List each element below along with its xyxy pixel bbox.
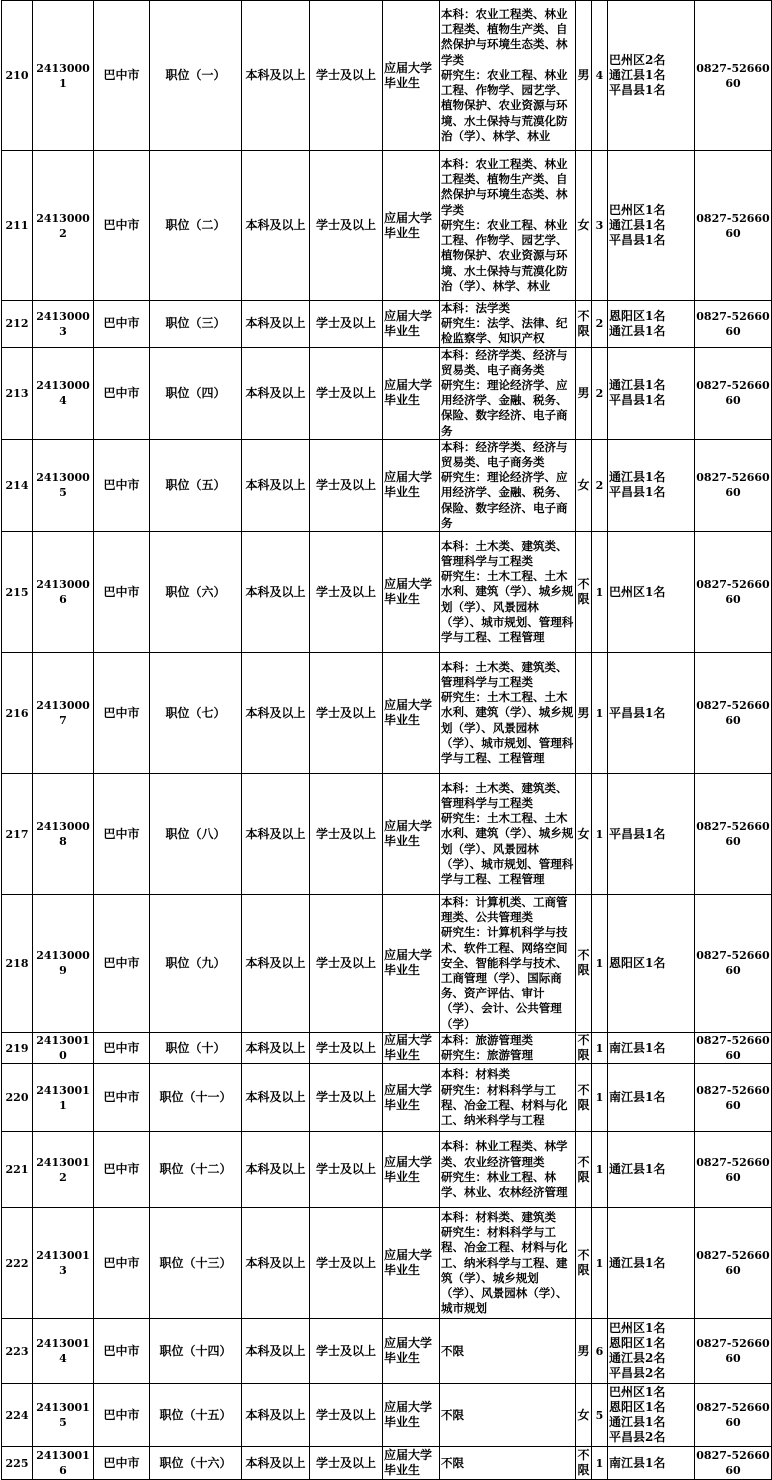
major-cell: 不限 — [440, 1319, 576, 1384]
degree-cell: 学士及以上 — [310, 151, 383, 301]
target-cell: 应届大学毕业生 — [383, 301, 440, 348]
gender-cell: 女 — [576, 439, 592, 531]
education-cell: 本科及以上 — [242, 532, 310, 653]
seq-cell: 217 — [2, 774, 33, 895]
target-cell: 应届大学毕业生 — [383, 653, 440, 774]
count-cell: 6 — [592, 1319, 608, 1384]
city-cell: 巴中市 — [94, 532, 150, 653]
position-cell: 职位（七） — [150, 653, 242, 774]
table-row — [2, 1132, 772, 1208]
major-cell: 本科：计算机类、工商管理类、公共管理类 研究生：计算机科学与技术、软件工程、网络空间安全、智能科学与技术、工商管理（学）、国际商务、资产评估、审计（学）、会计、公共管理（学） — [440, 895, 576, 1033]
distribution-cell: 巴州区1名 — [608, 532, 695, 653]
code-cell: 24130013 — [33, 1208, 94, 1319]
target-cell: 应届大学毕业生 — [383, 895, 440, 1033]
code-cell: 24130011 — [33, 1064, 94, 1132]
table-row — [2, 301, 772, 348]
gender-cell: 不限 — [576, 895, 592, 1033]
target-cell: 应届大学毕业生 — [383, 439, 440, 531]
degree-cell: 学士及以上 — [310, 1208, 383, 1319]
city-cell: 巴中市 — [94, 653, 150, 774]
degree-cell: 学士及以上 — [310, 1132, 383, 1208]
code-cell: 24130016 — [33, 1447, 94, 1480]
position-cell: 职位（一） — [150, 1, 242, 151]
gender-cell: 不限 — [577, 1033, 590, 1063]
phone-cell: 0827-5266060 — [695, 532, 772, 653]
gender-cell: 男 — [576, 653, 592, 774]
seq-cell: 223 — [2, 1319, 33, 1384]
table-row — [2, 151, 772, 301]
gender-cell: 不限 — [576, 532, 592, 653]
code-cell: 24130010 — [33, 1032, 94, 1063]
target-cell: 应届大学毕业生 — [383, 1064, 440, 1132]
distribution-cell: 巴州区1名 通江县1名 平昌县1名 — [608, 151, 695, 301]
degree-cell: 学士及以上 — [310, 347, 383, 439]
seq-cell: 216 — [2, 653, 33, 774]
table-row — [2, 439, 772, 531]
education-cell: 本科及以上 — [242, 151, 310, 301]
recruitment-table — [1, 0, 772, 1480]
code-cell: 24130001 — [33, 1, 94, 151]
distribution-cell: 恩阳区1名 通江县1名 — [608, 301, 695, 348]
phone-cell: 0827-5266060 — [695, 301, 772, 348]
education-cell: 本科及以上 — [242, 439, 310, 531]
seq-cell: 219 — [2, 1032, 33, 1063]
table-row — [2, 1447, 772, 1480]
seq-cell: 212 — [2, 301, 33, 348]
code-cell: 24130015 — [33, 1384, 94, 1447]
gender-cell: 不限 — [576, 1208, 592, 1319]
target-cell: 应届大学毕业生 — [383, 532, 440, 653]
degree-cell: 学士及以上 — [310, 774, 383, 895]
count-cell: 1 — [592, 1132, 608, 1208]
table-row — [2, 1032, 772, 1063]
distribution-cell: 通江县1名 — [608, 1132, 695, 1208]
major-cell: 本科：旅游管理类 研究生：旅游管理 — [440, 1032, 576, 1063]
distribution-cell: 恩阳区1名 — [608, 895, 695, 1033]
target-cell: 应届大学毕业生 — [383, 1384, 440, 1447]
gender-cell: 男 — [576, 1, 592, 151]
major-cell: 本科：法学类 研究生：法学、法律、纪检监察学、知识产权 — [440, 301, 576, 348]
seq-cell: 211 — [2, 151, 33, 301]
city-cell: 巴中市 — [94, 301, 150, 348]
phone-cell: 0827-5266060 — [695, 774, 772, 895]
education-cell: 本科及以上 — [242, 1384, 310, 1447]
city-cell: 巴中市 — [94, 1132, 150, 1208]
degree-cell: 学士及以上 — [310, 1384, 383, 1447]
table-row — [2, 1384, 772, 1447]
distribution-cell: 通江县1名 平昌县1名 — [608, 347, 695, 439]
target-cell: 应届大学毕业生 — [383, 1, 440, 151]
degree-cell: 学士及以上 — [310, 1032, 383, 1063]
education-cell: 本科及以上 — [242, 895, 310, 1033]
position-cell: 职位（三） — [150, 301, 242, 348]
distribution-cell: 南江县1名 — [608, 1064, 695, 1132]
position-cell: 职位（六） — [150, 532, 242, 653]
seq-cell: 222 — [2, 1208, 33, 1319]
city-cell: 巴中市 — [94, 1, 150, 151]
city-cell: 巴中市 — [94, 347, 150, 439]
city-cell: 巴中市 — [94, 895, 150, 1033]
code-cell: 24130002 — [33, 151, 94, 301]
degree-cell: 学士及以上 — [310, 1319, 383, 1384]
education-cell: 本科及以上 — [242, 347, 310, 439]
seq-cell: 213 — [2, 347, 33, 439]
education-cell: 本科及以上 — [242, 1, 310, 151]
major-cell: 本科：经济学类、经济与贸易类、电子商务类 研究生：理论经济学、应用经济学、金融、税务、保险、数字经济、电子商务 — [440, 347, 576, 439]
count-cell: 1 — [592, 1447, 608, 1480]
position-cell: 职位（十三） — [150, 1208, 242, 1319]
count-cell: 3 — [592, 151, 608, 301]
major-cell: 不限 — [440, 1447, 576, 1480]
table-row — [2, 653, 772, 774]
phone-cell: 0827-5266060 — [696, 1034, 770, 1063]
table-row — [2, 895, 772, 1033]
table-row — [2, 1319, 772, 1384]
distribution-cell: 通江县1名 — [608, 1208, 695, 1319]
gender-cell: 不限 — [576, 301, 592, 348]
major-cell: 本科：林业工程类、林学类、农业经济管理类 研究生：林业工程、林学、林业、农林经济管理 — [440, 1132, 576, 1208]
position-cell: 职位（八） — [150, 774, 242, 895]
code-cell: 24130009 — [33, 895, 94, 1033]
major-cell: 本科：农业工程类、林业工程类、植物生产类、自然保护与环境生态类、林学类 研究生：农业工程、林业工程、作物学、园艺学、植物保护、农业资源与环境、水土保持与荒漠化防治（学）、林学、林业 — [440, 1, 576, 151]
distribution-cell: 平昌县1名 — [608, 774, 695, 895]
target-cell: 应届大学毕业生 — [383, 1132, 440, 1208]
gender-cell: 女 — [576, 774, 592, 895]
major-cell: 本科：经济学类、经济与贸易类、电子商务类 研究生：理论经济学、应用经济学、金融、税务、保险、数字经济、电子商务 — [440, 439, 576, 531]
degree-cell: 学士及以上 — [310, 653, 383, 774]
code-cell: 24130003 — [33, 301, 94, 348]
position-cell: 职位（十六） — [150, 1447, 242, 1480]
degree-cell: 学士及以上 — [310, 1, 383, 151]
phone-cell: 0827-5266060 — [695, 1319, 772, 1384]
seq-cell: 210 — [2, 1, 33, 151]
gender-cell: 不限 — [576, 1132, 592, 1208]
city-cell: 巴中市 — [94, 774, 150, 895]
major-cell: 本科：土木类、建筑类、管理科学与工程类 研究生：土木工程、土木水利、建筑（学）、城乡规划（学）、风景园林（学）、城市规划、管理科学与工程、工程管理 — [440, 774, 576, 895]
degree-cell: 学士及以上 — [310, 1064, 383, 1132]
education-cell: 本科及以上 — [242, 1319, 310, 1384]
target-cell: 应届大学毕业生 — [383, 347, 440, 439]
seq-cell: 214 — [2, 439, 33, 531]
count-cell: 2 — [592, 439, 608, 531]
degree-cell: 学士及以上 — [310, 1447, 383, 1480]
phone-cell: 0827-5266060 — [695, 1208, 772, 1319]
city-cell: 巴中市 — [94, 1319, 150, 1384]
target-cell: 应届大学毕业生 — [383, 774, 440, 895]
major-cell: 本科：土木类、建筑类、管理科学与工程类 研究生：土木工程、土木水利、建筑（学）、城乡规划（学）、风景园林（学）、城市规划、管理科学与工程、工程管理 — [440, 532, 576, 653]
city-cell: 巴中市 — [94, 151, 150, 301]
phone-cell: 0827-5266060 — [695, 439, 772, 531]
seq-cell: 224 — [2, 1384, 33, 1447]
table-body — [2, 1, 772, 1480]
phone-cell: 0827-5266060 — [695, 1, 772, 151]
distribution-cell: 通江县1名 平昌县1名 — [608, 439, 695, 531]
count-cell: 1 — [592, 653, 608, 774]
phone-cell: 0827-5266060 — [695, 347, 772, 439]
gender-cell: 不限 — [576, 1064, 592, 1132]
phone-cell: 0827-5266060 — [695, 151, 772, 301]
phone-cell: 0827-5266060 — [695, 653, 772, 774]
degree-cell: 学士及以上 — [310, 895, 383, 1033]
phone-cell: 0827-5266060 — [695, 1447, 772, 1480]
code-cell: 24130007 — [33, 653, 94, 774]
seq-cell: 221 — [2, 1132, 33, 1208]
major-cell: 本科：材料类、建筑类 研究生：材料科学与工程、冶金工程、材料与化工、纳米科学与工程、建筑（学）、城乡规划（学）、风景园林（学）、城市规划 — [440, 1208, 576, 1319]
position-cell: 职位（二） — [150, 151, 242, 301]
distribution-cell: 南江县1名 — [608, 1032, 695, 1063]
seq-cell: 225 — [2, 1447, 33, 1480]
distribution-cell: 南江县1名 — [608, 1447, 695, 1480]
target-cell: 应届大学毕业生 — [383, 1032, 440, 1063]
city-cell: 巴中市 — [94, 1032, 150, 1063]
count-cell: 2 — [592, 347, 608, 439]
phone-cell: 0827-5266060 — [695, 1132, 772, 1208]
count-cell: 1 — [592, 1208, 608, 1319]
education-cell: 本科及以上 — [242, 1208, 310, 1319]
code-cell: 24130006 — [33, 532, 94, 653]
seq-cell: 218 — [2, 895, 33, 1033]
table-row — [2, 347, 772, 439]
gender-cell: 男 — [576, 1319, 592, 1384]
major-cell: 不限 — [440, 1384, 576, 1447]
table-row — [2, 532, 772, 653]
seq-cell: 215 — [2, 532, 33, 653]
code-cell: 24130014 — [33, 1319, 94, 1384]
count-cell: 1 — [592, 532, 608, 653]
table-row — [2, 1208, 772, 1319]
distribution-cell: 巴州区1名 恩阳区1名 通江县1名 平昌县2名 — [608, 1384, 695, 1447]
gender-cell: 男 — [576, 347, 592, 439]
position-cell: 职位（十二） — [150, 1132, 242, 1208]
count-cell: 5 — [592, 1384, 608, 1447]
major-cell: 本科：农业工程类、林业工程类、植物生产类、自然保护与环境生态类、林学类 研究生：农业工程、林业工程、作物学、园艺学、植物保护、农业资源与环境、水土保持与荒漠化防治（学）、林学、林业 — [440, 151, 576, 301]
count-cell: 2 — [592, 301, 608, 348]
distribution-cell: 巴州区1名 恩阳区1名 通江县2名 平昌县2名 — [608, 1319, 695, 1384]
education-cell: 本科及以上 — [242, 1032, 310, 1063]
count-cell: 1 — [592, 1032, 608, 1063]
code-cell: 24130008 — [33, 774, 94, 895]
count-cell: 1 — [592, 1064, 608, 1132]
degree-cell: 学士及以上 — [310, 439, 383, 531]
distribution-cell: 平昌县1名 — [608, 653, 695, 774]
city-cell: 巴中市 — [94, 1447, 150, 1480]
phone-cell: 0827-5266060 — [695, 1064, 772, 1132]
position-cell: 职位（十四） — [150, 1319, 242, 1384]
gender-cell: 女 — [576, 151, 592, 301]
degree-cell: 学士及以上 — [310, 532, 383, 653]
count-cell: 1 — [592, 895, 608, 1033]
table-row — [2, 774, 772, 895]
target-cell: 应届大学毕业生 — [383, 1447, 440, 1480]
target-cell: 应届大学毕业生 — [383, 1208, 440, 1319]
code-cell: 24130005 — [33, 439, 94, 531]
education-cell: 本科及以上 — [242, 1064, 310, 1132]
table-row — [2, 1064, 772, 1132]
code-cell: 24130012 — [33, 1132, 94, 1208]
education-cell: 本科及以上 — [242, 1447, 310, 1480]
city-cell: 巴中市 — [94, 1064, 150, 1132]
education-cell: 本科及以上 — [242, 1132, 310, 1208]
phone-cell: 0827-5266060 — [695, 1384, 772, 1447]
major-cell: 本科：材料类 研究生：材料科学与工程、冶金工程、材料与化工、纳米科学与工程 — [440, 1064, 576, 1132]
target-cell: 应届大学毕业生 — [383, 1319, 440, 1384]
seq-cell: 220 — [2, 1064, 33, 1132]
position-cell: 职位（十五） — [150, 1384, 242, 1447]
degree-cell: 学士及以上 — [310, 301, 383, 348]
city-cell: 巴中市 — [94, 1384, 150, 1447]
table-row — [2, 1, 772, 151]
position-cell: 职位（四） — [150, 347, 242, 439]
education-cell: 本科及以上 — [242, 301, 310, 348]
major-cell: 本科：土木类、建筑类、管理科学与工程类 研究生：土木工程、土木水利、建筑（学）、城乡规划（学）、风景园林（学）、城市规划、管理科学与工程、工程管理 — [440, 653, 576, 774]
city-cell: 巴中市 — [94, 439, 150, 531]
distribution-cell: 巴州区2名 通江县1名 平昌县1名 — [608, 1, 695, 151]
gender-cell: 女 — [576, 1384, 592, 1447]
position-cell: 职位（十） — [150, 1032, 242, 1063]
position-cell: 职位（五） — [150, 439, 242, 531]
position-cell: 职位（十一） — [150, 1064, 242, 1132]
city-cell: 巴中市 — [94, 1208, 150, 1319]
count-cell: 4 — [592, 1, 608, 151]
target-cell: 应届大学毕业生 — [383, 151, 440, 301]
gender-cell: 不限 — [576, 1447, 592, 1480]
education-cell: 本科及以上 — [242, 774, 310, 895]
education-cell: 本科及以上 — [242, 653, 310, 774]
count-cell: 1 — [592, 774, 608, 895]
phone-cell: 0827-5266060 — [695, 895, 772, 1033]
code-cell: 24130004 — [33, 347, 94, 439]
position-cell: 职位（九） — [150, 895, 242, 1033]
